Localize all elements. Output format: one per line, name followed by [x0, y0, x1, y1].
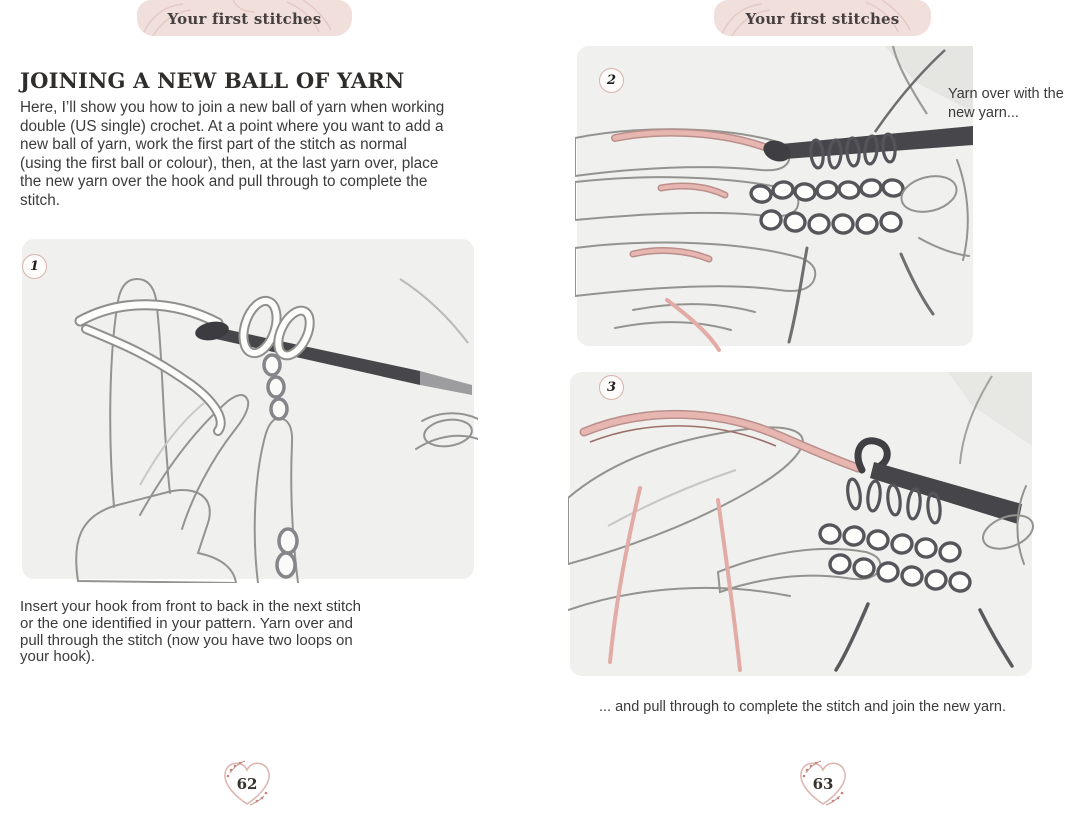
step-3-number: 3 — [606, 380, 617, 395]
illustration-step-1 — [20, 235, 478, 583]
section-badge-right — [714, 0, 931, 36]
illustration-step-3 — [568, 366, 1035, 684]
illustration-step-2 — [575, 42, 975, 355]
step-1-badge — [22, 254, 47, 279]
page-number-heart-left — [218, 754, 276, 812]
section-badge-label: Your first stitches — [167, 10, 322, 28]
page-number: 63 — [812, 775, 834, 793]
page-title: JOINING A NEW BALL OF YARN — [20, 68, 405, 93]
step-2-number: 2 — [606, 73, 617, 88]
step-1-caption: Insert your hook from front to back in the next stitch or the one identified in your pattern. Yarn over and pull through the stitch (now you have two loops on your hook). — [20, 598, 361, 666]
intro-paragraph: Here, I’ll show you how to join a new ball of yarn when working double (US single) crochet. At a point where you want to add a new ball of yarn, work the first part of the stitch as normal (using the first ball or colour), then, at the last yarn over, place the new yarn over the hook and pull through to complete the stitch. — [20, 99, 445, 209]
step-1-number: 1 — [29, 259, 40, 274]
page-number-heart-right — [794, 754, 852, 812]
section-badge-left — [137, 0, 352, 36]
step-2-badge — [599, 68, 624, 93]
step-2-side-note: Yarn over with the new yarn... — [948, 86, 1064, 121]
page-number: 62 — [236, 775, 258, 793]
step-3-badge — [599, 375, 624, 400]
step-3-caption: ... and pull through to complete the stitch and join the new yarn. — [598, 699, 1007, 715]
section-badge-label: Your first stitches — [745, 10, 900, 28]
